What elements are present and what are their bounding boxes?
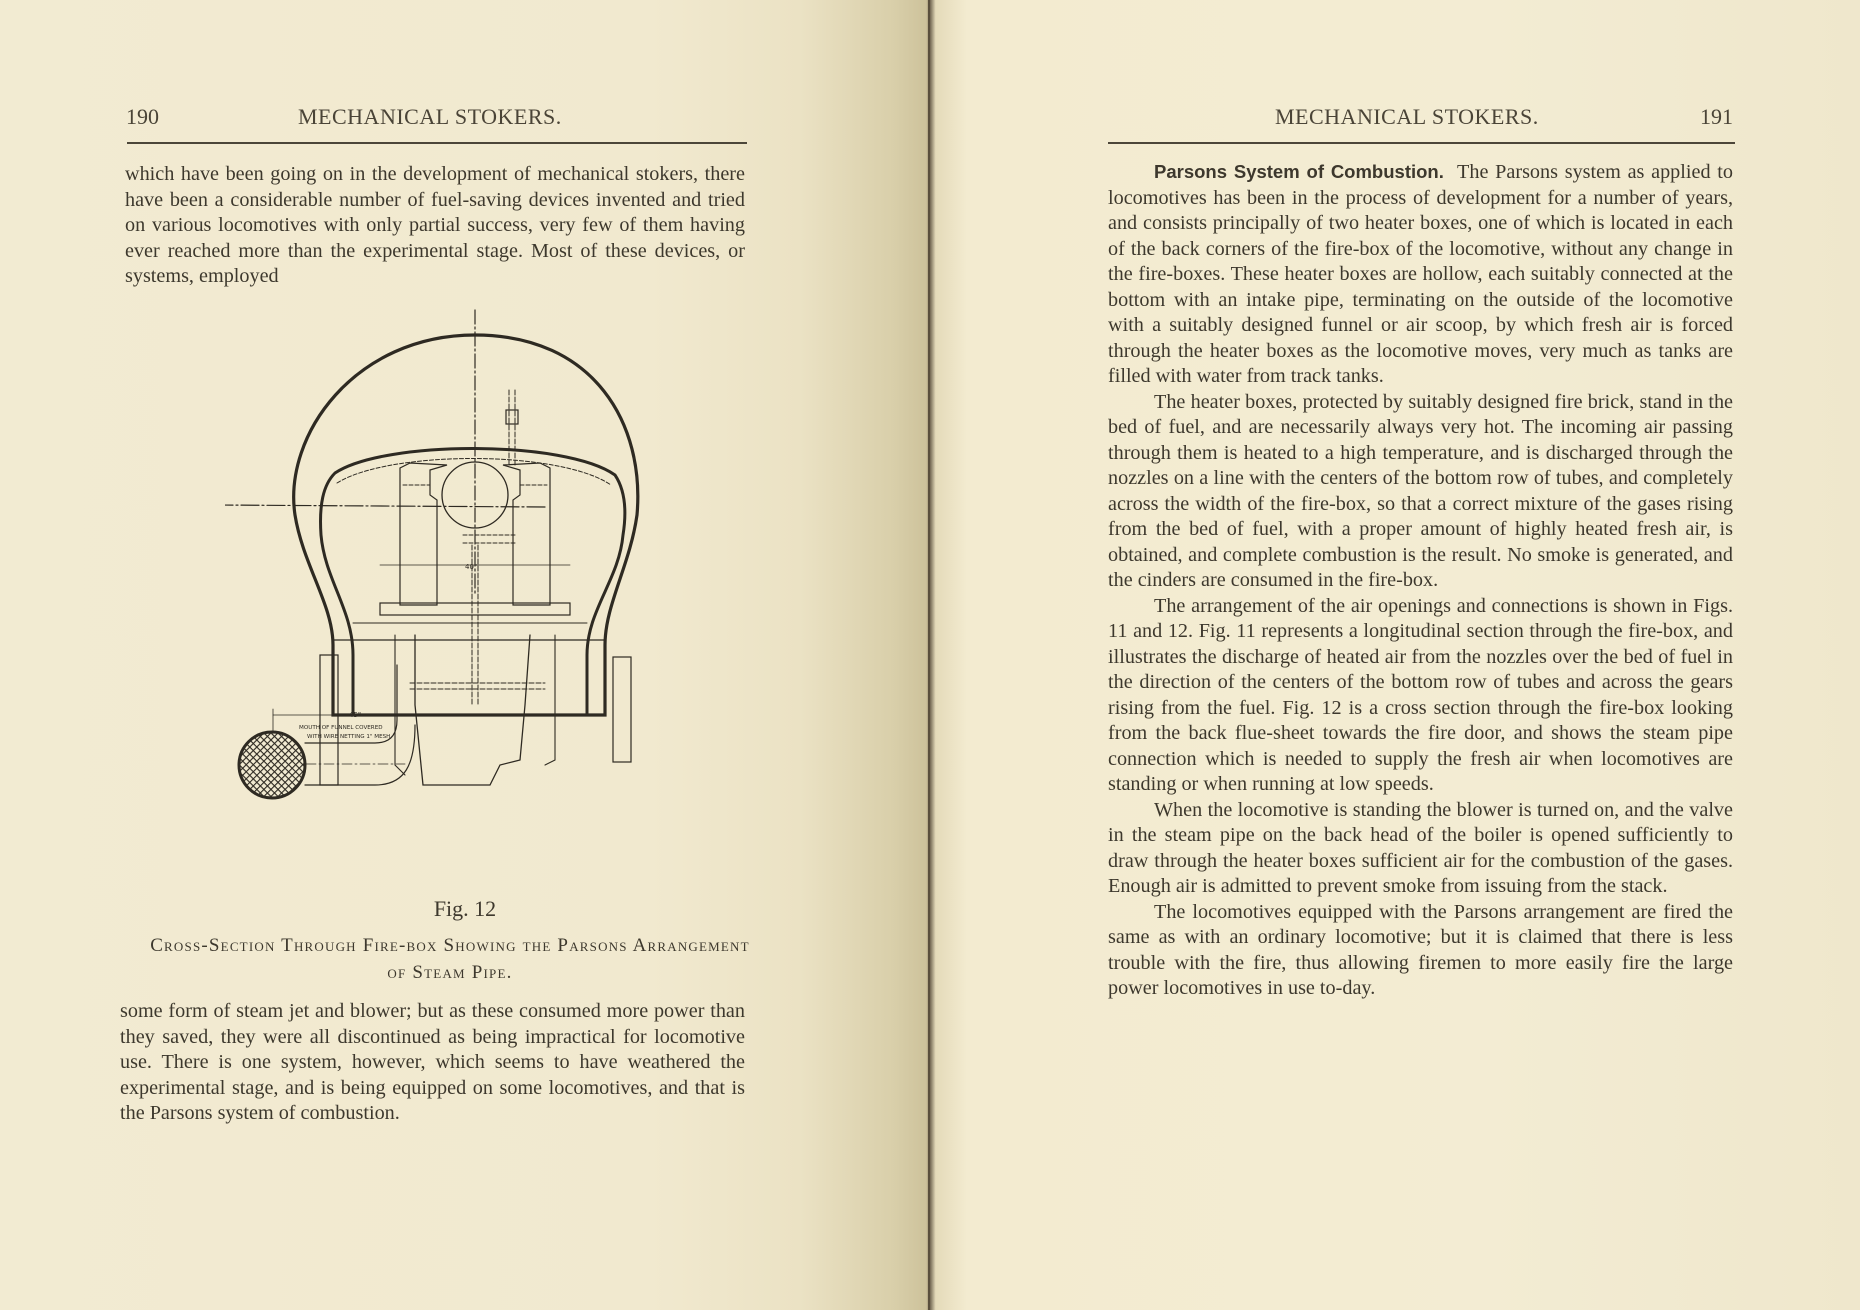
- page-number: 190: [126, 104, 159, 129]
- top-paragraph: [125, 162, 745, 290]
- dimension-45-label: 45": [349, 711, 362, 719]
- funnel-note-line-1: MOUTH OF FUNNEL COVERED: [299, 725, 383, 731]
- running-head: MECHANICAL STOKERS.: [1275, 104, 1539, 129]
- funnel-mouth-mesh: [239, 732, 305, 798]
- left-frame: [320, 655, 338, 785]
- figure-12-drawing: [225, 305, 655, 895]
- intake-pipe: [305, 665, 397, 743]
- paragraph-2: The heater boxes, protected by suitably designed fire brick, stand in the bed of fuel, and are necessarily always very hot. The incoming air passing through them is heated to a high temperature, and is discharged through the nozzles on a line with the centers of the bottom row of tubes, and completely across the width of the fire-box, so that a correct mixture of the gases rising from the bed of fuel, with a proper amount of highly heated fresh air, is obtained, and complete combustion is the result. No smoke is generated, and the cinders are consumed in the fire-box.: [1108, 390, 1733, 591]
- steam-pipe-riser: [509, 390, 515, 465]
- funnel-note-line-2: WITH WIRE NETTING 1" MESH: [307, 734, 391, 740]
- paragraph-3: The arrangement of the air openings and connections is shown in Figs. 11 and 12. Fig. 11 represents a longitudinal section through the fire-box, and illustrates the discharge of heated air from the nozzles over the bed of fuel in the direction of the centers of the bottom row of tubes and across the gears rising from the fuel. Fig. 12 is a cross section through the fire-box looking from the back flue-sheet towards the fire door, and shows the steam pipe connection which is needed to supply the fresh air when locomotives are standing or when running at low speeds.: [1108, 594, 1733, 795]
- bottom-paragraph: [120, 999, 745, 1127]
- paragraph-5: The locomotives equipped with the Parsons arrangement are fired the same as with an ordinary locomotive; but it is claimed that there is less trouble with the fire, thus allowing firemen to more easily fire the large power locomotives in use to-day.: [1108, 900, 1733, 999]
- running-head: MECHANICAL STOKERS.: [298, 104, 562, 129]
- right-body: [1108, 159, 1733, 1002]
- paragraph-text: The Parsons system as applied to locomotives has been in the process of development for a number of years, and consists principally of two heater boxes, one of which is located in each of the back corners of the fire-box of the locomotive, without any change in the fire-boxes. These heater boxes are hollow, each suitably connected at the bottom with an intake pipe, terminating on the outside of the locomotive with a suitably designed funnel or air scoop, by which fresh air is forced through the heater boxes as the locomotive moves, very much as tanks are filled with water from track tanks.: [1108, 161, 1734, 387]
- header-rule: [127, 142, 747, 144]
- figure-caption: Cross-Section Through Fire-box Showing the Parsons Arrangement of Steam Pipe.: [150, 935, 750, 983]
- paragraph-text: which have been going on in the development of mechanical stokers, there have been a considerable number of fuel-saving devices invented and tried on various locomotives with only partial success, very few of them having ever reached more than the experimental stage. Most of these devices, or systems, employed: [125, 163, 745, 287]
- page-number: 191: [1700, 104, 1733, 129]
- paragraph-1: [1108, 159, 1733, 390]
- right-heater-box: [503, 463, 550, 605]
- left-heater-box: [400, 463, 447, 605]
- horizontal-centerline: [225, 505, 545, 507]
- figure-label: Fig. 12: [433, 896, 497, 921]
- section-heading: Parsons System of Combustion.: [1154, 161, 1444, 182]
- paragraph-4: When the locomotive is standing the blower is turned on, and the valve in the steam pipe on the back head of the boiler is opened sufficiently to draw through the heater boxes sufficient air for the combustion of the gases. Enough air is admitted to prevent smoke from issuing from the stack.: [1108, 798, 1733, 897]
- paragraph-text: some form of steam jet and blower; but as these consumed more power than they saved, they were all discontinued as being impractical for locomotive use. There is one system, however, which seems to have weathered the experimental stage, and is being equipped on some locomotives, and that is the Parsons system of combustion.: [120, 1000, 745, 1124]
- right-page: [930, 0, 1860, 1310]
- dimension-40-label: 40": [465, 563, 478, 571]
- right-frame: [613, 657, 631, 762]
- inner-shell: [321, 448, 625, 715]
- header-rule: [1108, 142, 1735, 144]
